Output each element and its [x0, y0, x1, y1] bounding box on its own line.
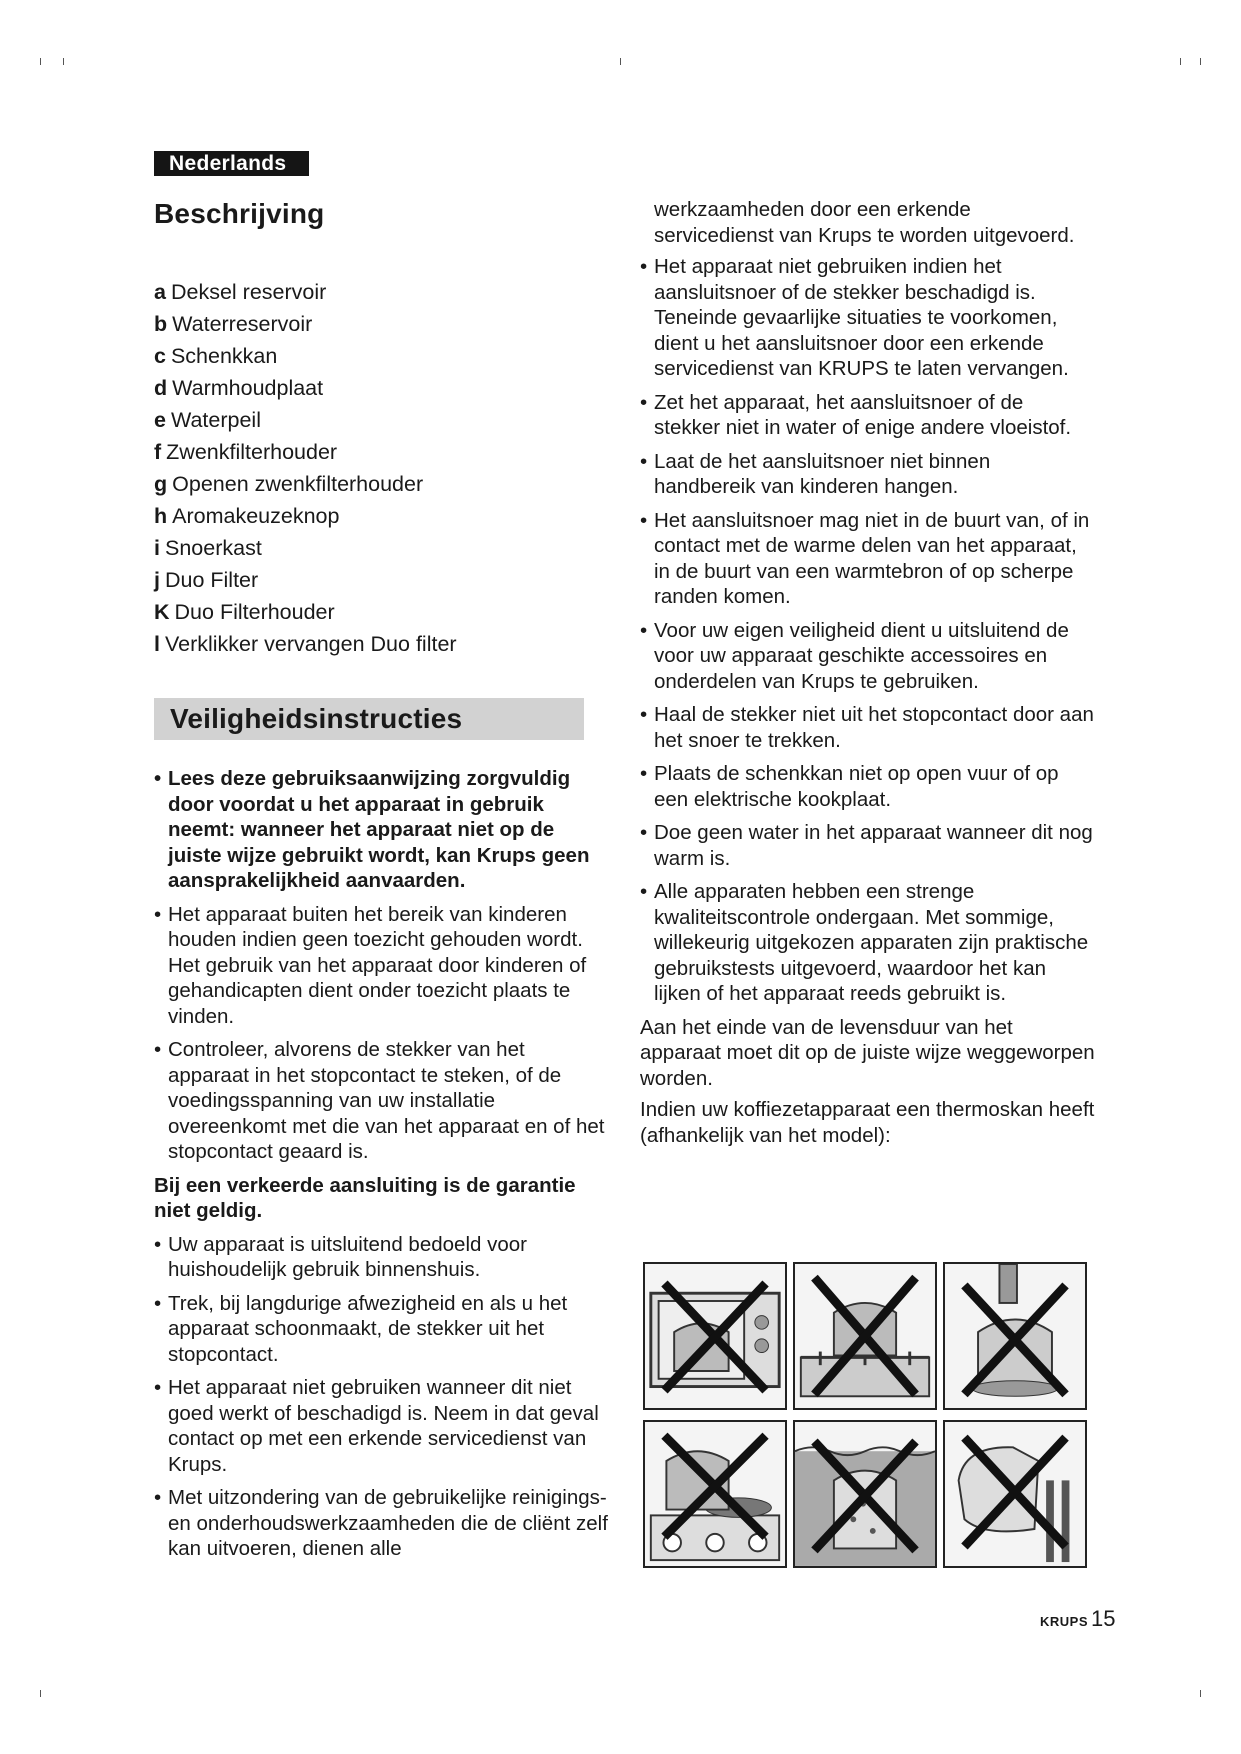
part-label: Waterpeil — [170, 408, 261, 432]
part-label: Aromakeuzeknop — [172, 504, 340, 528]
page-number: 15 — [1091, 1606, 1116, 1631]
safety-list-3 — [640, 197, 1095, 1007]
safety-item: • Uw apparaat is uitsluitend bedoeld voor huishoudelijk gebruik binnenshuis. — [154, 1232, 609, 1283]
safety-item: • Voor uw eigen veiligheid dient u uitsluitend de voor uw apparaat geschikte accessoires en onderdelen van Krups te gebruiken. — [640, 618, 1095, 695]
crop-mark — [1180, 58, 1181, 65]
safety-item-continuation: werkzaamheden door een erkende servicedienst van Krups te worden uitgevoerd. — [654, 198, 1075, 247]
part-label: Warmhoudplaat — [172, 376, 324, 400]
part-item — [154, 468, 614, 500]
hotplate-icon — [643, 1420, 787, 1568]
safety-item: • Laat de het aansluitsnoer niet binnen handbereik van kinderen hangen. — [640, 449, 1095, 500]
part-key: a — [154, 280, 166, 304]
safety-item: • Lees deze gebruiksaanwijzing zorgvuldig door voordat u het apparaat in gebruik neemt: wanneer het apparaat niet op de juiste wijze gebruikt wordt, kan Krups geen aansprakelijkheid aanvaarden. — [154, 766, 609, 894]
safety-heading: Veiligheidsinstructies — [154, 698, 584, 740]
description-heading: Beschrijving — [154, 198, 325, 229]
part-item — [154, 372, 614, 404]
microwave-icon — [643, 1262, 787, 1410]
crop-mark — [620, 58, 621, 65]
part-key: h — [154, 504, 168, 528]
tap-water-icon — [943, 1262, 1087, 1410]
safety-list-2 — [154, 1232, 609, 1562]
part-key: b — [154, 312, 168, 336]
part-key: e — [154, 408, 166, 432]
part-key: K — [154, 600, 170, 624]
part-label: Waterreservoir — [172, 312, 313, 336]
part-key: f — [154, 440, 162, 464]
stove-grate-icon — [793, 1262, 937, 1410]
part-key: d — [154, 376, 168, 400]
safety-right-column — [640, 197, 1095, 1154]
part-label: Snoerkast — [164, 536, 262, 560]
parts-list — [154, 276, 614, 660]
part-key: i — [154, 536, 160, 560]
part-label: Deksel reservoir — [170, 280, 327, 304]
part-label: Openen zwenkfilterhouder — [172, 472, 424, 496]
safety-item: • Alle apparaten hebben een strenge kwaliteitscontrole ondergaan. Met sommige, willekeurig uitgekozen apparaten zijn praktische gebruikstests uitgevoerd, waardoor het kan lijken of het apparaat reeds gebruikt is. — [640, 879, 1095, 1007]
safety-left-column — [154, 766, 609, 1570]
part-item — [154, 340, 614, 372]
safety-list-1 — [154, 766, 609, 1165]
crop-mark — [40, 58, 41, 65]
part-label: Duo Filter — [164, 568, 259, 592]
crop-mark — [1200, 58, 1201, 65]
safety-item: • Controleer, alvorens de stekker van het apparaat in het stopcontact te steken, of de voedingsspanning van uw installatie overeenkomt met die van het apparaat en of het stopcontact geaard is. — [154, 1037, 609, 1165]
safety-item: • Zet het apparaat, het aansluitsnoer of de stekker niet in water of enige andere vloeistof. — [640, 390, 1095, 441]
safety-item: • Het aansluitsnoer mag niet in de buurt van, of in contact met de warme delen van het apparaat, in de buurt van een warmtebron of op scherpe randen komen. — [640, 508, 1095, 610]
part-key: c — [154, 344, 166, 368]
crop-mark — [40, 1690, 41, 1697]
safety-item: • Het apparaat buiten het bereik van kinderen houden indien geen toezicht gehouden wordt. Het gebruik van het apparaat door kinderen of gehandicapten dient onder toezicht plaats te vinden. — [154, 902, 609, 1030]
dishwasher-icon — [943, 1420, 1087, 1568]
part-item — [154, 276, 614, 308]
thermos-paragraph: Indien uw koffiezetapparaat een thermoskan heeft (afhankelijk van het model): — [640, 1098, 1095, 1147]
warranty-warning: Bij een verkeerde aansluiting is de garantie niet geldig. — [154, 1173, 576, 1222]
safety-item: • Haal de stekker niet uit het stopcontact door aan het snoer te trekken. — [640, 702, 1095, 753]
brand-logo: KRUPS — [1040, 1614, 1089, 1629]
part-label: Zwenkfilterhouder — [166, 440, 338, 464]
safety-item: • Trek, bij langdurige afwezigheid en als u het apparaat schoonmaakt, de stekker uit het stopcontact. — [154, 1291, 609, 1368]
crop-mark — [63, 58, 64, 65]
part-item — [154, 436, 614, 468]
part-key: l — [154, 632, 160, 656]
crop-mark — [1200, 1690, 1201, 1697]
thermos-prohibited-figures — [643, 1262, 1087, 1568]
page-footer — [1040, 1606, 1116, 1632]
part-item — [154, 564, 614, 596]
water-immersion-icon — [793, 1420, 937, 1568]
safety-item: • Met uitzondering van de gebruikelijke reinigings- en onderhoudswerkzaamheden die de cliënt zelf kan uitvoeren, dienen alle — [154, 1485, 609, 1562]
language-tag: Nederlands — [154, 151, 309, 176]
part-key: j — [154, 568, 160, 592]
part-item — [154, 308, 614, 340]
disposal-paragraph: Aan het einde van de levensduur van het apparaat moet dit op de juiste wijze weggeworpen worden. — [640, 1015, 1095, 1090]
safety-item: • Doe geen water in het apparaat wanneer dit nog warm is. — [640, 820, 1095, 871]
part-item — [154, 532, 614, 564]
part-label: Schenkkan — [170, 344, 278, 368]
safety-item: • Het apparaat niet gebruiken indien het aansluitsnoer of de stekker beschadigd is. Teneinde gevaarlijke situaties te voorkomen, dient u het aansluitsnoer door een erkende servicedienst van KRUPS te laten vervangen. — [640, 254, 1095, 382]
part-item — [154, 500, 614, 532]
part-item — [154, 628, 614, 660]
part-item — [154, 404, 614, 436]
part-key: g — [154, 472, 168, 496]
part-label: Verklikker vervangen Duo filter — [164, 632, 457, 656]
safety-item: • Het apparaat niet gebruiken wanneer dit niet goed werkt of beschadigd is. Neem in dat geval contact op met een erkende servicedienst van Krups. — [154, 1375, 609, 1477]
safety-item: • Plaats de schenkkan niet op open vuur of op een elektrische kookplaat. — [640, 761, 1095, 812]
part-label: Duo Filterhouder — [174, 600, 335, 624]
part-item — [154, 596, 614, 628]
